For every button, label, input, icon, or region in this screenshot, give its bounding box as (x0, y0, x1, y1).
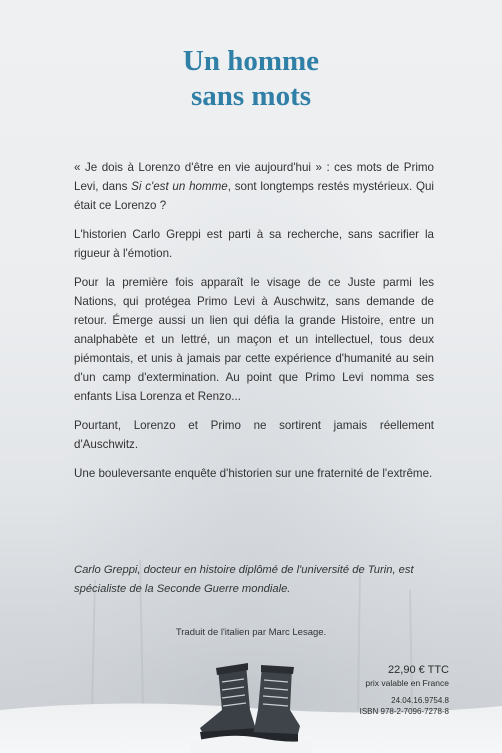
author-bio: Carlo Greppi, docteur en histoire diplômé de l'université de Turin, est spécialiste de la Seconde Guerre mondiale. (74, 564, 414, 595)
product-code: 24.04.16.9754.8 (391, 696, 449, 705)
price-validity: prix valable en France (365, 678, 449, 688)
blurb-paragraph-3: Pour la première fois apparaît le visage de ce Juste parmi les Nations, qui protégea Primo Levi à Auschwitz, sans demande de retour. Émerge aussi un lien qui défia la grande Histoire, entre un analphabète et un lettré, un maçon et un intellectuel, tous deux piémontais, et unis à jamais par cette expérience d'humanité au sein d'un camp d'extermination. Au point que Primo Levi nomma ses enfants Lisa Lorenza et Renzo... (74, 276, 434, 403)
price: 22,90 € TTC (388, 664, 449, 676)
blurb-paragraph-4: Pourtant, Lorenzo et Primo ne sortirent jamais réellement d'Auschwitz. (74, 419, 434, 451)
blurb-paragraph-2: L'historien Carlo Greppi est parti à sa recherche, sans sacrifier la rigueur à l'émotion. (74, 228, 434, 260)
title-line-1: Un homme (182, 45, 320, 77)
blurb-paragraph-5: Une bouleversante enquête d'historien sur une fraternité de l'extrême. (74, 467, 433, 480)
blurb-paragraph-1-part-a: « Je dois à Lorenzo d'être en vie aujourd'hui » : ces mots de Primo Levi, dans (74, 161, 434, 193)
translator-credit: Traduit de l'italien par Marc Lesage. (175, 627, 327, 638)
blurb-paragraph-1-part-b: , sont longtemps restés mystérieux. Qui était ce Lorenzo ? (74, 180, 434, 212)
price-block (360, 664, 449, 717)
book-reference: Si c'est un homme (131, 180, 228, 193)
blurb-paragraph-1 (74, 158, 434, 215)
isbn: ISBN 978-2-7096-7278-8 (359, 707, 449, 716)
book-title (0, 44, 502, 114)
title-line-2: sans mots (190, 80, 312, 112)
back-cover-blurb (74, 158, 434, 493)
